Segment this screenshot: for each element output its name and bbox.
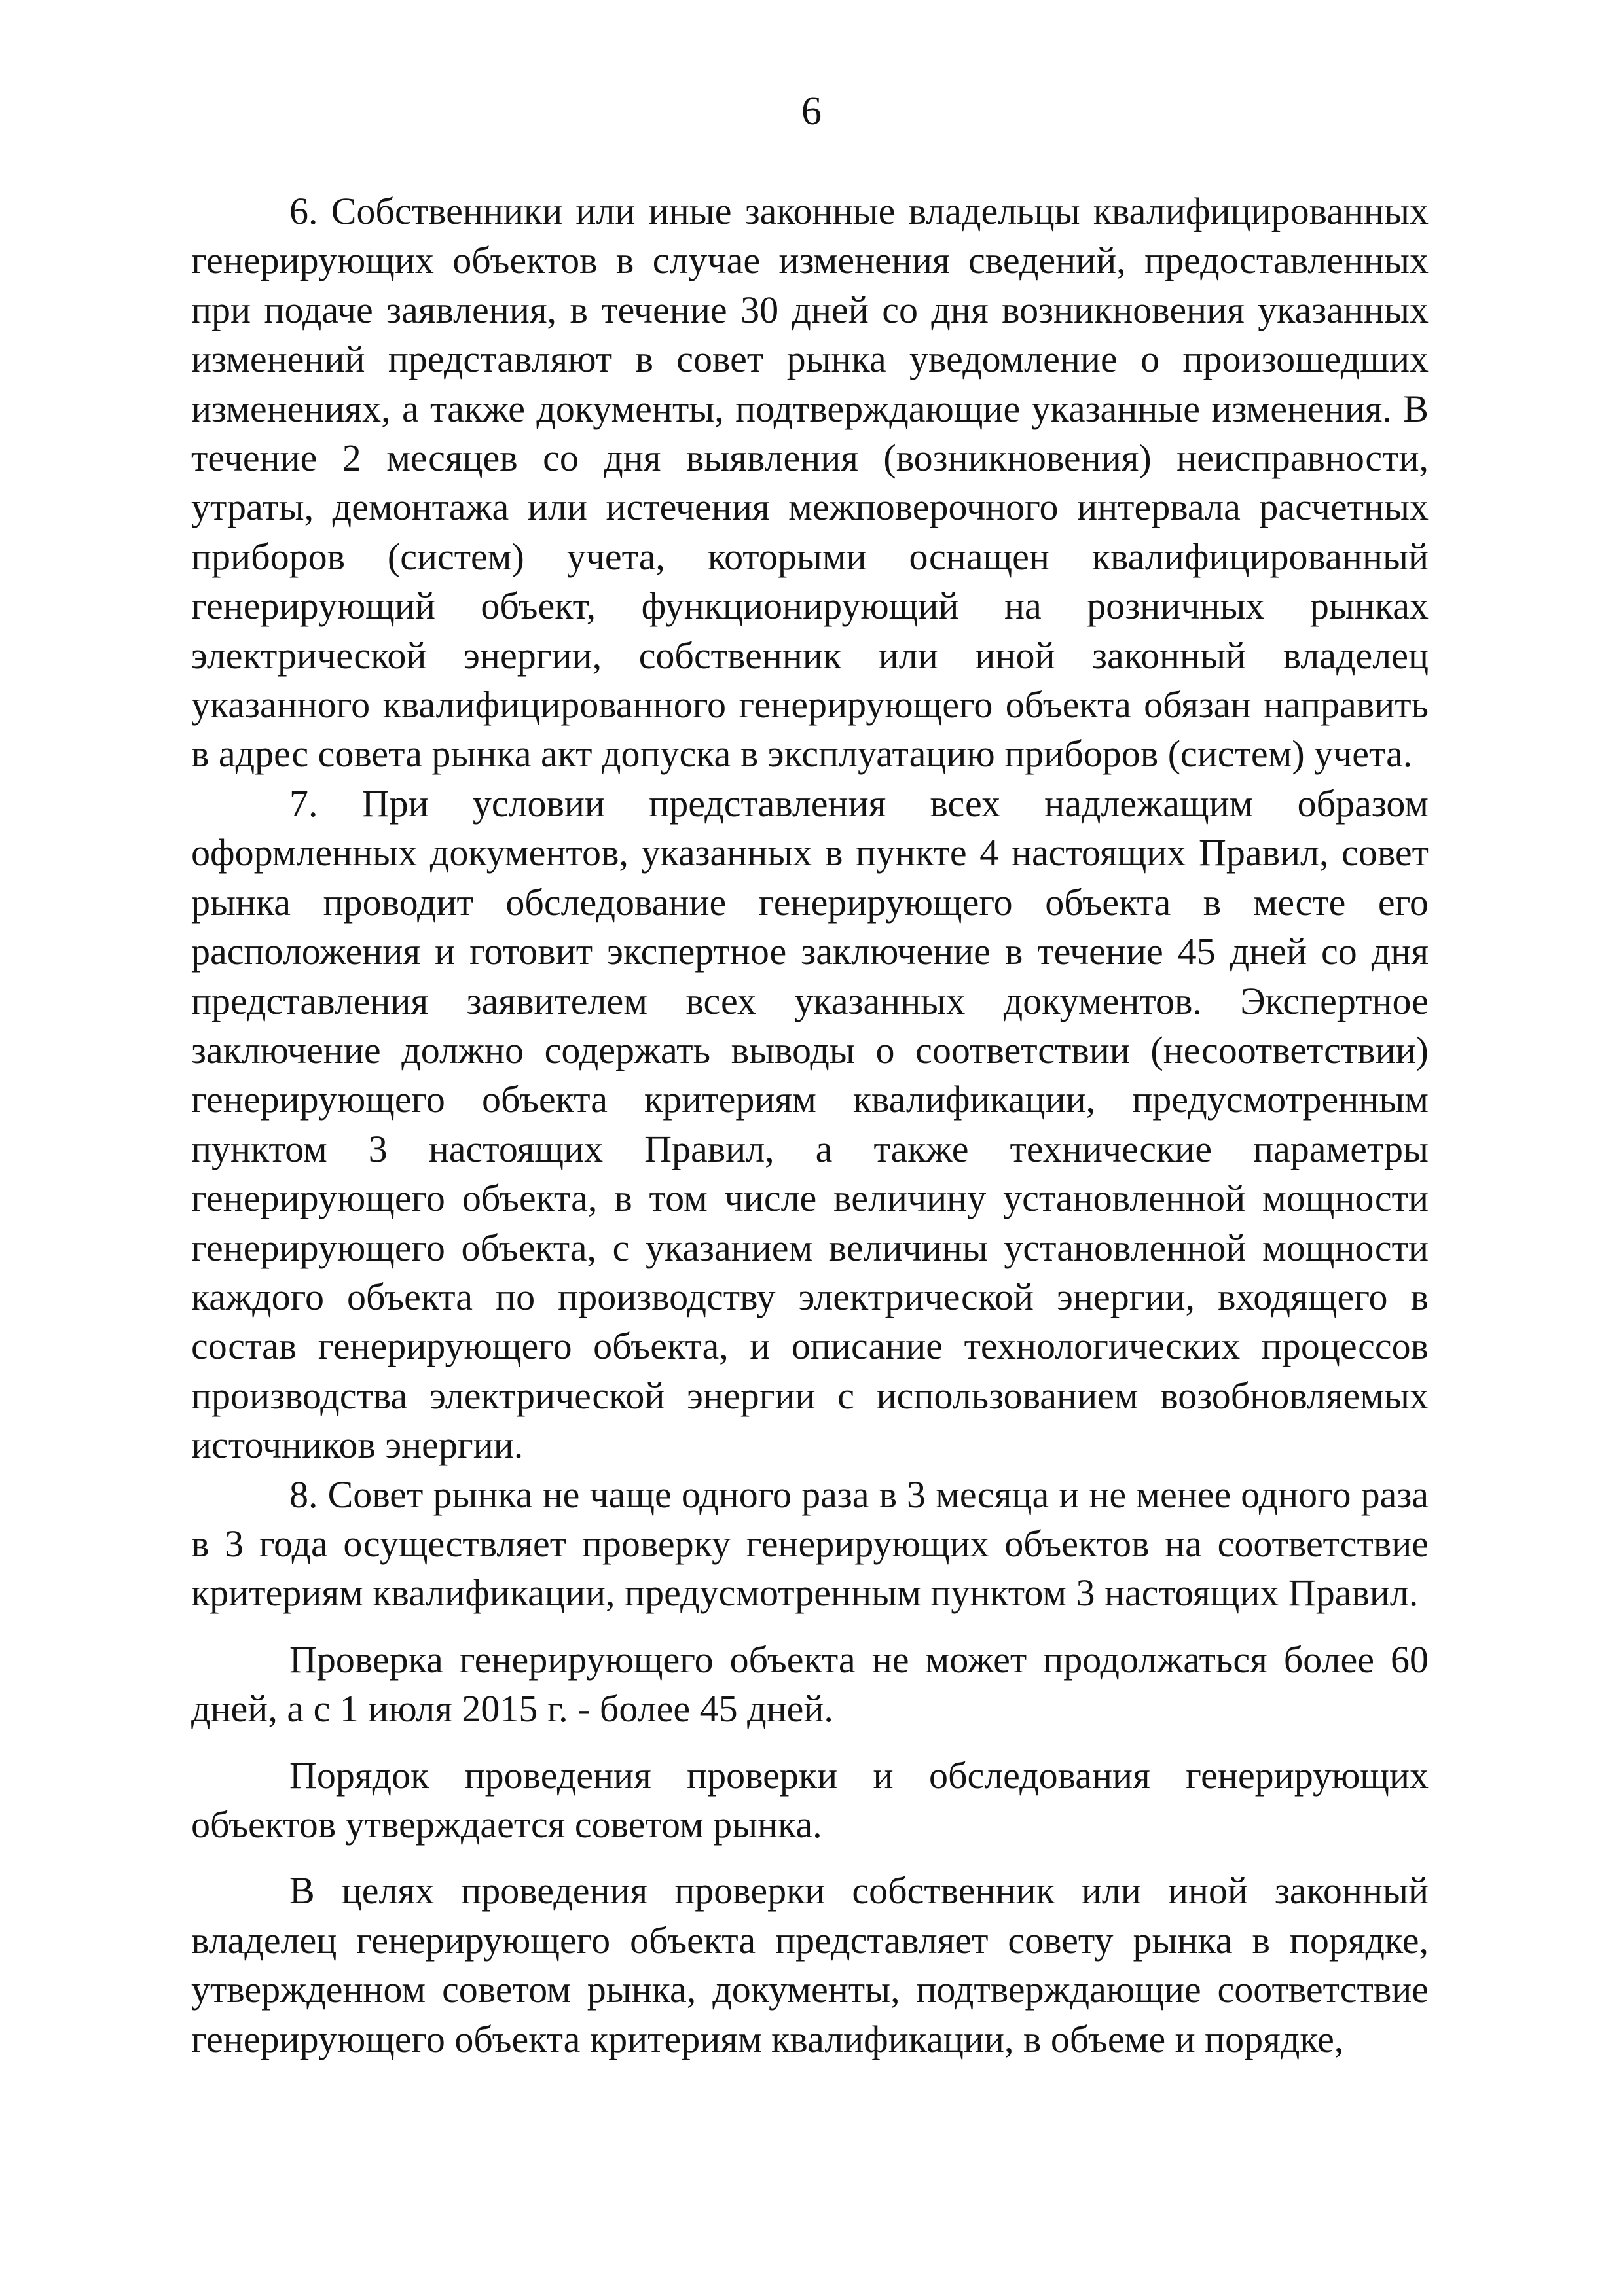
paragraph-check-duration: Проверка генерирующего объекта не может продолжаться более 60 дней, а с 1 июля 2015 г. - более 45 дней. [191, 1638, 1429, 1731]
paragraph-check-procedure: Порядок проведения проверки и обследования генерирующих объектов утверждается советом рынка. [191, 1753, 1429, 1846]
paragraph-8: 8. Совет рынка не чаще одного раза в 3 месяца и не менее одного раза в 3 года осуществляет проверку генерирующих объектов на соответствие критериям квалификации, предусмотренным пунктом 3 настоящих Правил. [191, 1473, 1429, 1615]
document-body [191, 187, 1429, 2064]
page-number: 6 [801, 89, 822, 134]
paragraph-6: 6. Собственники или иные законные владельцы квалифицированных генерирующих объектов в случае изменения сведений, предоставленных при подаче заявления, в течение 30 дней со дня возникновения указанных изменений представляют в совет рынка уведомление о произошедших изменениях, а также документы, подтверждающие указанные изменения. В течение 2 месяцев со дня выявления (возникновения) неисправности, утраты, демонтажа или истечения межповерочного интервала расчетных приборов (систем) учета, которыми оснащен квалифицированный генерирующий объект, функционирующий на розничных рынках электрической энергии, собственник или иной законный владелец указанного квалифицированного генерирующего объекта обязан направить в адрес совета рынка акт допуска в эксплуатацию приборов (систем) учета. [191, 190, 1429, 776]
paragraph-7: 7. При условии представления всех надлежащим образом оформленных документов, указанных в пункте 4 настоящих Правил, совет рынка проводит обследование генерирующего объекта в месте его расположения и готовит экспертное заключение в течение 45 дней со дня представления заявителем всех указанных документов. Экспертное заключение должно содержать выводы о соответствии (несоответствии) генерирующего объекта критериям квалификации, предусмотренным пунктом 3 настоящих Правил, а также технические параметры генерирующего объекта, в том числе величину установленной мощности генерирующего объекта, с указанием величины установленной мощности каждого объекта по производству электрической энергии, входящего в состав генерирующего объекта, и описание технологических процессов производства электрической энергии с использованием возобновляемых источников энергии. [191, 781, 1429, 1467]
paragraph-check-documents: В целях проведения проверки собственник или иной законный владелец генерирующего объекта представляет совету рынка в порядке, утвержденном советом рынка, документы, подтверждающие соответствие генерирующего объекта критериям квалификации, в объеме и порядке, [191, 1869, 1429, 2060]
